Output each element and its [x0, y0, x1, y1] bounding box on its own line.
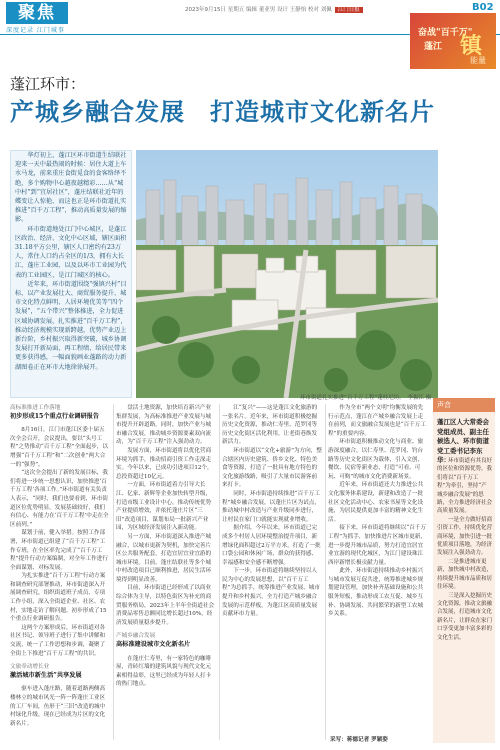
body-paragraph: 这两个方案形成后，环市街道对各社区书记、领导班子进行了集中讲解和交流，统一了工作思想和步调，凝聚了全街上下推进“百千万工程”的共识。	[10, 624, 106, 657]
body-paragraph: 盘活土地资源，加快培育新兴产业集群发展，为高标准推进产业发展与城市提升开辟道路。同时，加快产业与城市融合发展，推动城乡资源要素双向流动，为“百千万工程”注入强劲动力。	[116, 405, 212, 446]
body-paragraph: 环市街道积极推动文化与商业、旅游深度融合，以仁寿里、范罗冈、钓台路等历史文化街区为载体，引入文创、餐饮、民宿等新业态，打造“可看、可玩、可购”的城市文化消费新场景。	[328, 439, 424, 480]
body-paragraph: “这次全会提出了新的发展目标，我们将进一步统一思想认识，加快推进‘百千万工程’各项工作。”环市街道有关负责人表示，“同时，我们也要看到，环市街道区位优势明显，发展基础较好，我们有信心、有能力在‘百千万工程’中走在全区前列。”	[10, 470, 109, 528]
sidebar-body	[437, 457, 492, 737]
sidebar-paragraph: 一是全力做好招商引资工作，持续优化营商环境，加快引进一批优质项目落地，为经济发展注入强劲动力。	[437, 516, 492, 557]
badge-line3: 能量	[470, 56, 486, 65]
body-paragraph: 一方面，环市街道着力引导大长江、亿家、新辉等企业加快转型升级，打造市级工业设计中心，推动传统优势产业提质增效，并依托蓬庄片区“三旧”改造项目，谋划布局一批新兴产业园，为区域经济发展注入新动能。	[116, 482, 212, 532]
campaign-badge	[410, 13, 496, 69]
body-column-3	[222, 404, 322, 742]
badge-big-char: 镇	[460, 33, 483, 59]
body-paragraph: 此外，环市街道持续推动乡村振兴与城市发展互促共进，统筹推进城乡规划建设管理，加快补齐基础设施和公共服务短板，推动形成工农互促、城乡互补、协调发展、共同繁荣的新型工农城乡关系。	[328, 568, 424, 618]
body-paragraph: 江“复兴”——这是蓬江文化旅游的一张名片。近年来，环市街道积极挖掘历史文化资源，推动仁寿里、范罗冈等历史文化街区活化利用，让老街巷焕发新活力。	[222, 405, 318, 446]
section-heading: 高标准推进工作落地	[10, 405, 61, 411]
photo-caption: 环市街道扎实推进“百千万工程”蓬桂尼坊。 李振江 摄	[300, 395, 432, 401]
body-paragraph: 据介绍，今年以来，环市街道已完成多个村居人居环境整治提升项目，新增绿化面积超过2万平方米，打造了一批口袋公园和休闲广场，群众的获得感、幸福感和安全感不断增强。	[222, 525, 321, 566]
article-subtitle: 蓬江环市：	[10, 75, 86, 93]
body-paragraph: 同时，环市街道持续推进“百千万工程”城乡融合发展，以蓬庄片区为试点，推动城中村改造与产业升级同步进行，让村民在家门口就能实现就业增收。	[222, 490, 320, 523]
sidebar-paragraph: 环市街道有其良好的区位和资源优势，我们将以“百千万工程”为牵引，坚持“产城乡融合发展”的思路，全力推进经济社会高质量发展。	[437, 458, 492, 515]
body-paragraph: 谋划于前，健入举措。按照工作部署，环市街道已组建了“百千万工程”工作专班，在全区率先完成了“百千万工程”提升行动方案编制，对全年工作进行全面谋划、对标发展。	[10, 530, 108, 571]
body-column-1	[10, 404, 110, 742]
sidebar-paragraph: 三是深入挖掘历史文化资源，推动文旅融合发展，打造城市文化新名片，让群众在家门口享受更加丰富多彩的文化生活。	[437, 592, 492, 641]
page-number: B02	[472, 2, 494, 13]
body-paragraph: 8月16日，江门市蓬江区委十届五次全会召开，会议提出，要以“头号工程”之势推动“百千万工程”全面起步，以增强“百千万工程”和“二次创业”两大合一的“强势”。	[10, 427, 109, 468]
paper-tag: 江门日报	[335, 7, 363, 13]
body-paragraph: 作为全市“两个文明”均衡发展的先行示范点，蓬江在产城乡融合发展上走在前列，而文旅融合发展也是“百千万工程”的重要内容。	[328, 405, 426, 437]
section-label: 聚焦	[6, 2, 68, 24]
body-paragraph: 在蓬庄仁寿里，有一家特色的咖啡屋，青砖红墙的建筑风貌与现代文化元素相得益彰，这里已经成为年轻人打卡的热门地点。	[116, 655, 212, 688]
body-paragraph: 发展方面，环市街道将以优化营商环境为抓手，推动招商引资工作走深走实。今年以来，已成功引进项目12个，总投资超过10亿元。	[116, 447, 213, 480]
body-paragraph: 近年来，环市街道还大力推进公共文化服务体系建设，新建和改造了一批社区文化活动中心、农家书屋等文化设施，为居民提供更加丰富的精神文化生活。	[328, 482, 424, 523]
lead-paragraph: 近年来，环市街道围绕“强镇兴村”目标，以产业发展壮大、商贸服务提升、城市文化特点鲜明、人居环境优美等“四个发展”，“五个带兴”整体推进，全力促进区域协调发展，扎实推进“百千万工程”，推动经济规模实现新跨越，优势产业迈上新台阶，乡村振兴取得新突破，城乡协调发展打开新局面，再工程绩、给居民带来更多获得感，一幅面貌画业蓬路的动力新湖图卷正在环市大地徐徐展开。	[15, 280, 127, 371]
lead-paragraph: 华灯初上，蓬江区环市街道生结联社迎来一天中最热闹的时候：居住大道上车水马龙，前来重庄食街觅食的食客络绎不绝，多个购物中心越夜越精彩……从“城中村”到“宜居社区”，蓬庄结联社近年的蝶变让人惊艳，而这也正是环市街道扎实推进“百千万工程”，推动高质量发展的缩影。	[15, 152, 127, 224]
body-paragraph: 下一步，环市街道将继续坚持以人民为中心的发展思想，以“百千万工程”为总抓手，统筹推进产业发展、城市提升和乡村振兴，全力打造产城乡融合发展的示范样板，为蓬江区高质量发展贡献环市力量。	[222, 568, 320, 618]
body-column-4	[328, 404, 428, 742]
column-divider	[219, 404, 220, 740]
sidebar-paragraph: 二是推进城市更新，加快城中村改造，持续提升城市品质和居住环境。	[437, 558, 492, 591]
body-paragraph: 驱车进入蓬庄路，随着道路两侧高楼林立的城市风光一阵一阵蓬庄工业区的工厂车间，鱼形于“三旧”改造的城中村绿化升级，现在已经成为片区的文化新名片。	[10, 686, 106, 727]
issue-date-editors: 2023年9月15日 星期五 编辑 董亚男 设计 王静怡 校对 刘佩	[185, 7, 332, 13]
body-paragraph: 接下来，环市街道将继续以“百千万工程”为抓手，加快推进片区城市更新，进一步提升城市品质，努力打造宜居宜业宜游的现代化城区，为江门建设珠江西岸新增长极贡献力量。	[328, 525, 426, 566]
section-sub: 深度记录 江门城事	[6, 27, 65, 34]
body-column-2	[116, 404, 216, 742]
column-divider	[113, 404, 114, 740]
section-heading: 文旅牵动增长业	[10, 664, 50, 671]
section-heading: 高标准建设城市文化新名片	[116, 641, 191, 649]
byline: 采写：蒋德记者 罗颖姿	[330, 737, 388, 743]
section-heading: 初步形成15个重点行业调研报告	[10, 412, 100, 420]
body-paragraph: 另一方面，环市街道深入推进产城融合，以城市更新为契机，加快完善片区公共服务配套，打造宜居宜业宜游的城市环境。目前，蓬庄结联社等多个城中村改造项目已顺利推进，居民生活环境得到明显改善。	[116, 533, 212, 583]
issue-meta	[185, 5, 363, 13]
badge-line1: 奋战"百千万"	[418, 28, 473, 38]
sidebar-heading: 蓬江区人大常委会党组成员、副主任候选人、环市街道党工委书记李东华：	[437, 418, 489, 464]
column-divider	[325, 404, 326, 740]
section-heading: 激活城市新生活”共享发展	[10, 671, 82, 679]
sidebar-tag: 声音	[433, 398, 495, 412]
body-paragraph: 环市街道以“文化+旅游”为方向，整合辖区内历史建筑、侨乡文化、特色美食等资源，打造了一批具有地方特色的文化旅游线路，吸引了大量市民游客前来打卡。	[222, 447, 322, 489]
badge-line2: 蓬江	[424, 42, 443, 52]
lead-box	[10, 150, 132, 398]
body-paragraph: 为扎实推进“百千万工程”行动方案和调查研究部署推动，环市街道深入开展调查研究，组织街道班子成员、专项工作小组，深入全街道企业、社区、农村，实地走访了解问题，初步形成了15个重点行业调研报告。	[10, 573, 107, 623]
section-heading: 产城乡融合发展	[116, 633, 156, 640]
lead-paragraph: 环市街道地处江门中心城区，是蓬江区政治、经济、文化中心区域，辖区面积31.18平方公里，辖区人口密约有23万人，常住人口约占全区的1/3，拥有大长江、蓬庄工业园、以及以环市工业园为代表的工业园区，是江门城区的核心。	[15, 225, 127, 279]
body-paragraph: 目前，环市街道已经形成了以商业综合体为主导，以特色街区为补充的商贸服务格局，2023年上半年全街道社会消费品零售总额同比增长超过10%，经济发展质量稳步提升。	[116, 585, 215, 626]
city-aerial-photo	[136, 150, 438, 398]
article-headline: 产城乡融合发展 打造城市文化新名片	[10, 98, 435, 126]
